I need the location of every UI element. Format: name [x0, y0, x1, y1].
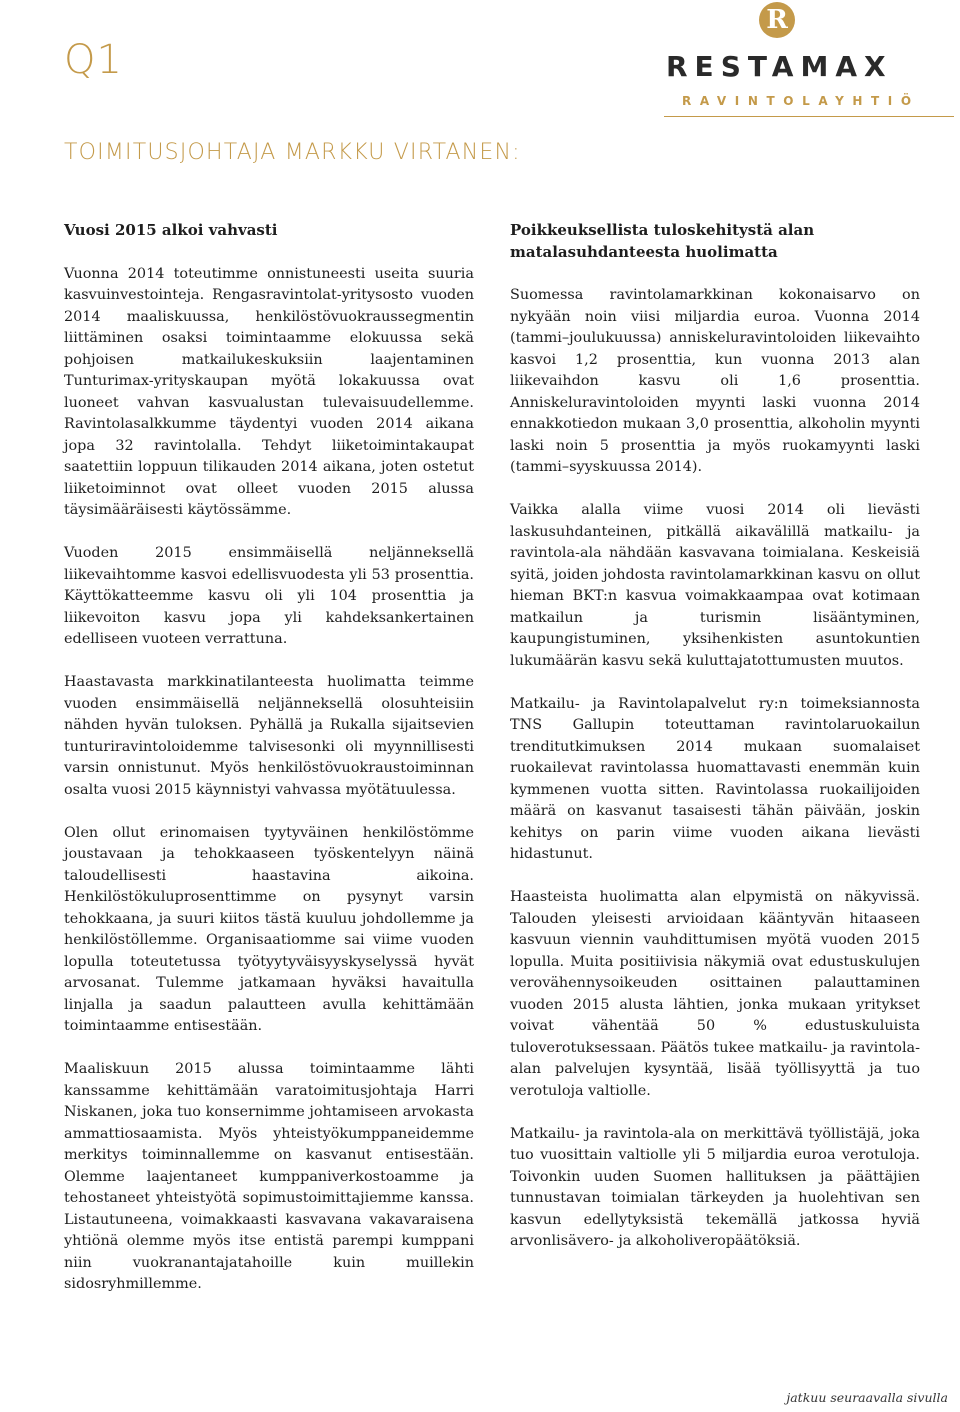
paragraph: Vuonna 2014 toteutimme onnistuneesti useita suuria kasvuinvestointeja. Rengasravintolat-yritysosto vuoden 2014 maaliskuussa, henkilöstövuokraussegmentin liittäminen osaksi toimintaamme elokuussa sekä pohjoisen matkailukeskuksiin laajentaminen Tunturimax-yrityskaupan myötä lokakuussa ovat luoneet vahvan kasvualustan tulevaisuudellemme. Ravintolasalkkumme täydentyi vuoden 2014 aikana jopa 32 ravintolalla. Tehdyt liiketoimintakaupat saatettiin loppuun tilikauden 2014 aikana, joten ostetut liiketoiminnot ovat olleet vuoden 2015 alussa täysimääräisesti käytössämme. — [64, 265, 474, 518]
paragraph: Matkailu- ja Ravintolapalvelut ry:n toimeksiannosta TNS Gallupin toteuttaman ravintolaruokailun trenditutkimuksen 2014 mukaan suomalaiset ruokailevat ravintolassa huomattavasti enemmän kuin kymmenen vuotta sitten. Ravintolassa ruokailijoiden määrä on kasvanut tasaisesti tähän päivään, joskin kehitys on parin viime vuoden aikana lievästi hidastunut. — [510, 695, 920, 862]
paragraph: Matkailu- ja ravintola-ala on merkittävä työllistäjä, joka tuo vuosittain valtiolle yli 5 miljardia euroa verotuloja. Toivonkin uuden Suomen hallituksen ja päättäjien tunnustavan toimialan tärkeyden ja huolehtivan sen kasvun edellytyksistä tekemällä jatkossa hyviä arvonlisävero- ja alkoholiveropäätöksiä. — [510, 1125, 920, 1249]
paragraph: Haastavasta markkinatilanteesta huolimatta teimme vuoden ensimmäisellä neljänneksellä olosuhteisiin nähden hyvän tuloksen. Pyhällä ja Rukalla sijaitsevien tunturiravintoloidemme talvisesonki oli myynnillisesti varsin onnistunut. Myös henkilöstövuokraustoiminnan osalta vuosi 2015 käynnistyi vahvassa myötätuulessa. — [64, 674, 474, 798]
paragraph: Suomessa ravintolamarkkinan kokonaisarvo on nykyään noin viisi miljardia euroa. Vuonna 2014 (tammi–joulukuussa) anniskeluravintoloiden liikevaihto kasvoi 1,2 prosenttia, kun vuonna 2013 alan liikevaihdon kasvu oli 1,6 prosenttia. Anniskeluravintoloiden myynti laski vuonna 2014 ennakkotiedon mukaan 3,0 prosenttia, alkoholin myynti laski noin 5 prosenttia ja myös ruokamyynti laski (tammi–syyskuussa 2014). — [510, 287, 920, 475]
right-heading: Poikkeuksellista tuloskehitystä alan matalasuhdanteesta huolimatta — [510, 221, 815, 261]
paragraph: Vuoden 2015 ensimmäisellä neljänneksellä liikevaihtomme kasvoi edellisvuodesta yli 53 prosenttia. Käyttökatteemme kasvu oli yli 104 prosenttia ja liikevoiton kasvu jopa yli kahdeksankertainen edelliseen vuoteen verrattuna. — [64, 545, 474, 647]
quarter-label: Q1 — [64, 37, 123, 83]
logo-divider — [664, 116, 954, 117]
paragraph: Maaliskuun 2015 alussa toimintaamme lähti kanssamme kehittämään varatoimitusjohtaja Harri Niskanen, joka tuo konsernimme johtamiseen arvokasta ammattiosaamista. Myös yhteistyökumppaneidemme merkitys toiminnallemme on kasvanut entisestään. Olemme laajentaneet kumppaniverkostoamme ja tehostaneet yhteistyötä sopimustoimittajiemme kanssa. Listautuneena, voimakkaasti kasvavana vakavaraisena yhtiönä olemme myös itse entistä parempi kumppani niin vuokranantajatahoille kuin muillekin sidosryhmillemme. — [64, 1061, 474, 1292]
page-title: TOIMITUSJOHTAJA MARKKU VIRTANEN: — [64, 140, 521, 165]
paragraph: Haasteista huolimatta alan elpymistä on näkyvissä. Talouden yleisesti arvioidaan kääntyvän hitaaseen kasvuun viennin vauhdittumisen myötä vuoden 2015 lopulla. Muita positiivisia näkymiä ovat edustuskulujen verovähennysoikeuden osittainen palauttaminen vuoden 2015 alusta lähtien, jonka mukaan yritykset voivat vähentää 50 % edustuskuluista tuloverotuksessaan. Päätös tukee matkailu- ja ravintola-alan palvelujen kysyntää, lisää työllisyyttä ja tuo verotuloja valtiolle. — [510, 889, 920, 1099]
left-column — [64, 220, 474, 1317]
paragraph: Vaikka alalla viime vuosi 2014 oli lievästi laskusuhdanteinen, pitkällä aikavälillä matkailu- ja ravintola-ala nähdään kasvavana toimialana. Keskeisiä syitä, joiden johdosta ravintolamarkkinan kasvu on ollut hieman BKT:n kasvua voimakkaampaa ovat kotimaan matkailun ja turismin lisääntyminen, kaupungistuminen, yksihenkisten asuntokuntien lukumäärän kasvu sekä kuluttajatottumusten muutos. — [510, 502, 920, 669]
continued-note: jatkuu seuraavalla sivulla — [786, 1390, 948, 1405]
paragraph: Olen ollut erinomaisen tyytyväinen henkilöstömme joustavaan ja tehokkaaseen työskentelyyn näinä taloudellisesti haastavina aikoina. Henkilöstökuluprosenttimme on pysynyt varsin tehokkaana, ja suuri kiitos tästä kuuluu johdollemme ja henkilöstöllemme. Organisaatiomme sai viime vuoden lopulla toteutetussa työtyytyväisyyskyselyssä hyvät arvosanat. Tulemme jatkamaan hyväksi havaitulla linjalla ja saadun palautteen avulla kehittämään toimintaamme entisestään. — [64, 824, 474, 1034]
logo-name: RESTAMAX — [666, 50, 893, 83]
right-column — [510, 220, 920, 1274]
restamax-logo — [664, 0, 954, 120]
left-heading: Vuosi 2015 alkoi vahvasti — [64, 221, 278, 239]
logo-r-icon: R — [759, 2, 795, 38]
logo-subtitle: RAVINTOLAYHTIÖ — [682, 94, 920, 108]
